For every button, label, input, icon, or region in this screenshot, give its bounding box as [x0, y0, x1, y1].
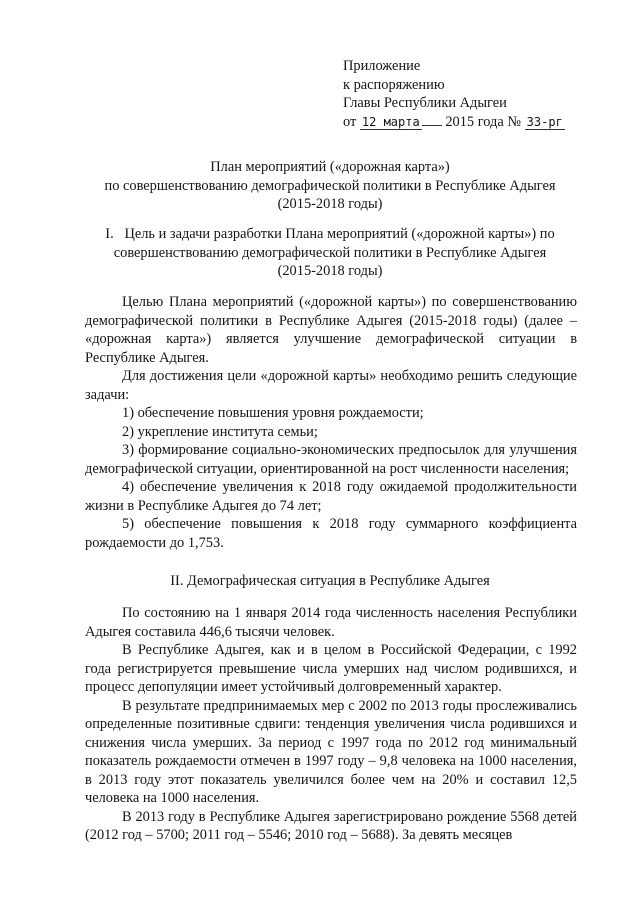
appendix-date-line [343, 113, 633, 132]
task-item-1: 1) обеспечение повышения уровня рождаемости; [122, 405, 424, 421]
section-1-heading-line-1: I. Цель и задачи разработки Плана мероприятий («дорожной карты») по [105, 226, 555, 242]
section-1-heading-line-2: совершенствованию демографической политики в Республике Адыгея [113, 244, 547, 261]
plan-title [60, 158, 600, 214]
plan-title-line-3: (2015-2018 годы) [277, 196, 383, 212]
section-1-heading-line-3: (2015-2018 годы) [277, 263, 383, 279]
appendix-line-3: Главы Республики Адыгеи [343, 95, 507, 111]
date-year-text: 2015 года № [445, 113, 522, 130]
appendix-line-2: к распоряжению [343, 76, 445, 93]
task-item-3: 3) формирование социально-экономических предпосылок для улучшения демографической ситуации, ориентированной на рост численности населения; [85, 442, 577, 477]
section-1-heading [60, 225, 600, 281]
plan-title-line-1: План мероприятий («дорожная карта») [210, 159, 450, 175]
depopulation-paragraph: В Республике Адыгея, как и в целом в Российской Федерации, с 1992 года регистрируется превышение числа умерших над числом родившихся, и процесс депопуляции имеет устойчивый долговременный характер. [85, 642, 577, 695]
section-1-body [85, 293, 577, 552]
tasks-intro-paragraph: Для достижения цели «дорожной карты» необходимо решить следующие задачи: [85, 368, 577, 403]
goal-paragraph: Целью Плана мероприятий («дорожной карты») по совершенствованию демографической политики в Республике Адыгея (2015-2018 годы) (далее – «дорожная карта») является улучшение демографической ситуации в Республике Адыгея. [85, 294, 577, 366]
date-blank [422, 113, 442, 126]
appendix-line-1: Приложение [343, 58, 421, 74]
section-2-body [85, 604, 577, 845]
task-item-5: 5) обеспечение повышения к 2018 году суммарного коэффициента рождаемости до 1,753. [85, 516, 577, 551]
date-prefix: от [343, 113, 357, 130]
trends-paragraph: В результате предпринимаемых мер с 2002 по 2013 годы прослеживались определенные позитивные сдвиги: тенденция увеличения числа родившихся и снижения числа умерших. За период с 1997 года по 2012 год минимальный показатель рождаемости отмечен в 1997 году – 9,8 человека на 1000 населения, в 2013 году этот показатель увеличился более чем на 20% и составил 12,5 человека на 1000 населения. [85, 697, 577, 806]
date-day-handwritten: 12 марта [361, 114, 420, 129]
plan-title-line-2: по совершенствованию демографической политики в Республике Адыгея [104, 177, 556, 194]
population-paragraph: По состоянию на 1 января 2014 года численность населения Республики Адыгея составила 446,6 тысячи человек. [85, 605, 577, 640]
order-number-handwritten: 33-рг [526, 114, 563, 129]
task-item-4: 4) обеспечение увеличения к 2018 году ожидаемой продолжительности жизни в Республике Адыгея до 74 лет; [85, 479, 577, 514]
appendix-block [343, 57, 633, 131]
births-paragraph: В 2013 году в Республике Адыгея зарегистрировано рождение 5568 детей (2012 год – 5700; 2011 год – 5546; 2010 год – 5688). За девять месяцев [85, 808, 577, 843]
task-item-2: 2) укрепление института семьи; [122, 423, 318, 440]
section-2-heading: II. Демографическая ситуация в Республике Адыгея [170, 573, 490, 589]
